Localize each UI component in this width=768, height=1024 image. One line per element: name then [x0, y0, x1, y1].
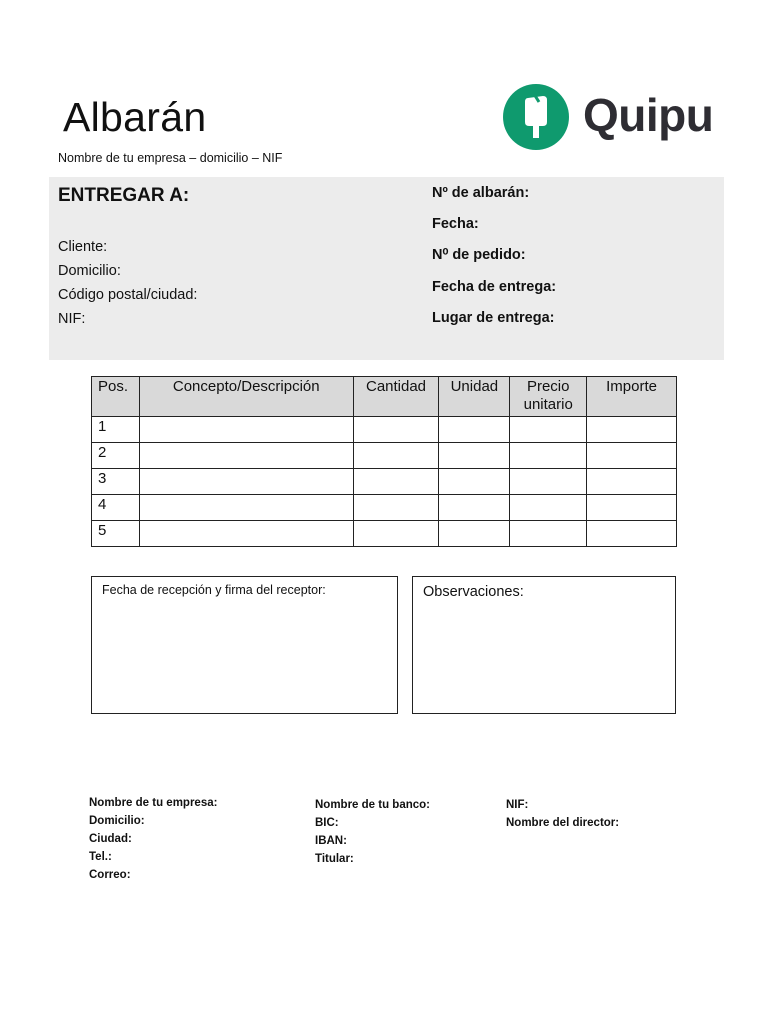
nif-label: NIF: — [58, 311, 86, 327]
unit-cell[interactable] — [439, 417, 510, 443]
row-position: 2 — [92, 443, 140, 469]
quipu-logo — [503, 84, 718, 150]
unit-price-cell[interactable] — [510, 417, 587, 443]
document-title: Albarán — [63, 94, 207, 140]
logo-text: Quipu — [583, 89, 714, 141]
amount-cell[interactable] — [587, 443, 677, 469]
quantity-cell[interactable] — [353, 443, 439, 469]
table-row — [92, 521, 677, 547]
footer-bank-iban: IBAN: — [315, 835, 347, 847]
row-position: 3 — [92, 469, 140, 495]
observations-box[interactable] — [412, 576, 676, 714]
unit-cell[interactable] — [439, 469, 510, 495]
row-position: 5 — [92, 521, 140, 547]
client-label: Cliente: — [58, 239, 108, 255]
unit-cell[interactable] — [439, 521, 510, 547]
row-position: 4 — [92, 495, 140, 521]
unit-price-cell[interactable] — [510, 443, 587, 469]
unit-cell[interactable] — [439, 443, 510, 469]
delivery-date-label: Fecha de entrega: — [432, 279, 557, 295]
column-header-pos: Pos. — [92, 377, 140, 417]
reception-signature-box[interactable] — [91, 576, 398, 714]
table-row — [92, 469, 677, 495]
items-table — [91, 376, 677, 547]
footer-company-email: Correo: — [89, 869, 131, 881]
table-header-row — [92, 377, 677, 417]
observations-label: Observaciones: — [423, 584, 524, 600]
delivery-note-number-label: Nº de albarán: — [432, 185, 530, 201]
postal-city-label: Código postal/ciudad: — [58, 287, 198, 303]
table-row — [92, 443, 677, 469]
unit-price-cell[interactable] — [510, 495, 587, 521]
table-row — [92, 417, 677, 443]
footer-bank-holder: Titular: — [315, 853, 354, 865]
amount-cell[interactable] — [587, 521, 677, 547]
column-header-quantity: Cantidad — [353, 377, 439, 417]
description-cell[interactable] — [139, 495, 353, 521]
column-header-unit-price: Precio unitario — [510, 377, 587, 417]
amount-cell[interactable] — [587, 469, 677, 495]
footer-director-name: Nombre del director: — [506, 817, 620, 829]
footer-company-name: Nombre de tu empresa: — [89, 797, 218, 809]
column-header-amount: Importe — [587, 377, 677, 417]
unit-price-cell[interactable] — [510, 521, 587, 547]
row-position: 1 — [92, 417, 140, 443]
description-cell[interactable] — [139, 521, 353, 547]
footer-company-city: Ciudad: — [89, 833, 132, 845]
amount-cell[interactable] — [587, 417, 677, 443]
column-header-description: Concepto/Descripción — [139, 377, 353, 417]
unit-price-cell[interactable] — [510, 469, 587, 495]
logo-mark-icon — [503, 84, 569, 150]
footer-company-address: Domicilio: — [89, 815, 145, 827]
description-cell[interactable] — [139, 417, 353, 443]
address-label: Domicilio: — [58, 263, 121, 279]
description-cell[interactable] — [139, 469, 353, 495]
delivery-info-panel — [49, 177, 724, 360]
date-label: Fecha: — [432, 216, 479, 232]
footer-bank-name: Nombre de tu banco: — [315, 799, 431, 811]
quantity-cell[interactable] — [353, 469, 439, 495]
deliver-to-heading: ENTREGAR A: — [58, 185, 190, 206]
footer-bank-bic: BIC: — [315, 817, 339, 829]
order-number-label: N⁰ de pedido: — [432, 247, 526, 263]
reception-signature-label: Fecha de recepción y firma del receptor: — [102, 583, 326, 597]
delivery-place-label: Lugar de entrega: — [432, 310, 555, 326]
company-subtitle: Nombre de tu empresa – domicilio – NIF — [58, 151, 283, 165]
unit-cell[interactable] — [439, 495, 510, 521]
table-row — [92, 495, 677, 521]
footer-nif: NIF: — [506, 799, 529, 811]
description-cell[interactable] — [139, 443, 353, 469]
quantity-cell[interactable] — [353, 495, 439, 521]
quantity-cell[interactable] — [353, 417, 439, 443]
column-header-unit: Unidad — [439, 377, 510, 417]
footer-company-phone: Tel.: — [89, 851, 112, 863]
amount-cell[interactable] — [587, 495, 677, 521]
quantity-cell[interactable] — [353, 521, 439, 547]
